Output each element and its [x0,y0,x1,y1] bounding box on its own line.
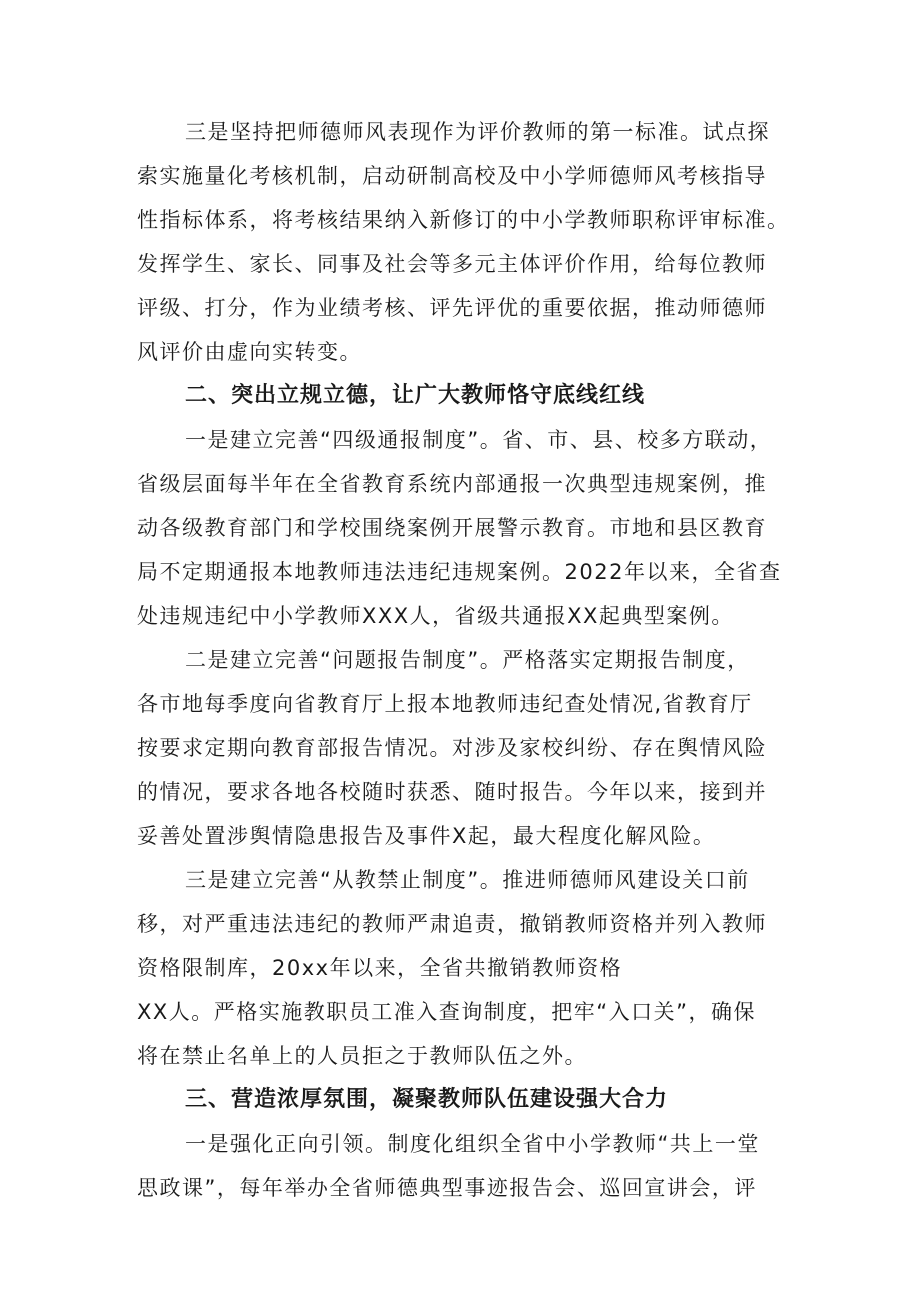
paragraph-line: 妥善处置涉舆情隐患报告及事件X起，最大程度化解风险。 [137,824,716,848]
paragraph-line: 一是强化正向引领。制度化组织全省中小学教师“共上一堂 [185,1132,760,1156]
paragraph-line: 资格限制库，20xx年以来，全省共撤销教师资格 [137,956,623,980]
paragraph-line: 评级、打分，作为业绩考核、评先评优的重要依据，推动师德师 [137,296,767,320]
paragraph-line: 索实施量化考核机制，启动研制高校及中小学师德师风考核指导 [137,164,767,188]
paragraph-line: 按要求定期向教育部报告情况。对涉及家校纠纷、存在舆情风险 [137,736,767,760]
paragraph-line: 的情况，要求各地各校随时获悉、随时报告。今年以来，接到并 [137,780,767,804]
paragraph-line: 二是建立完善“问题报告制度”。严格落实定期报告制度， [185,648,750,672]
paragraph-line: 省级层面每半年在全省教育系统内部通报一次典型违规案例，推 [137,472,767,496]
paragraph-line: 各市地每季度向省教育厅上报本地教师违纪查处情况,省教育厅 [137,692,753,716]
paragraph-line: 一是建立完善“四级通报制度”。省、市、县、校多方联动， [185,428,773,452]
paragraph-line: 移，对严重违法违纪的教师严肃追责，撤销教师资格并列入教师 [137,912,767,936]
paragraph-line: 三是坚持把师德师风表现作为评价教师的第一标准。试点探 [185,120,770,144]
section-heading: 三、营造浓厚氛围，凝聚教师队伍建设强大合力 [185,1087,669,1112]
paragraph-line: 局不定期通报本地教师违法违纪违规案例。2022年以来，全省查 [137,560,782,584]
paragraph-line: 性指标体系，将考核结果纳入新修订的中小学教师职称评审标准。 [137,208,790,232]
paragraph-line: 思政课”，每年举办全省师德典型事迹报告会、巡回宣讲会，评 [137,1176,757,1200]
paragraph-line: 风评价由虚向实转变。 [137,340,362,364]
paragraph-line: 三是建立完善“从教禁止制度”。推进师德师风建设关口前 [185,868,750,892]
section-heading: 二、突出立规立德，让广大教师恪守底线红线 [185,383,646,408]
paragraph-line: 动各级教育部门和学校围绕案例开展警示教育。市地和县区教育 [137,516,767,540]
paragraph-line: XX人。严格实施教职员工准入查询制度，把牢“入口关”，确保 [137,1000,757,1024]
paragraph-line: 处违规违纪中小学教师XXX人，省级共通报XX起典型案例。 [137,604,734,628]
paragraph-line: 将在禁止名单上的人员拒之于教师队伍之外。 [137,1044,587,1068]
paragraph-line: 发挥学生、家长、同事及社会等多元主体评价作用，给每位教师 [137,252,767,276]
